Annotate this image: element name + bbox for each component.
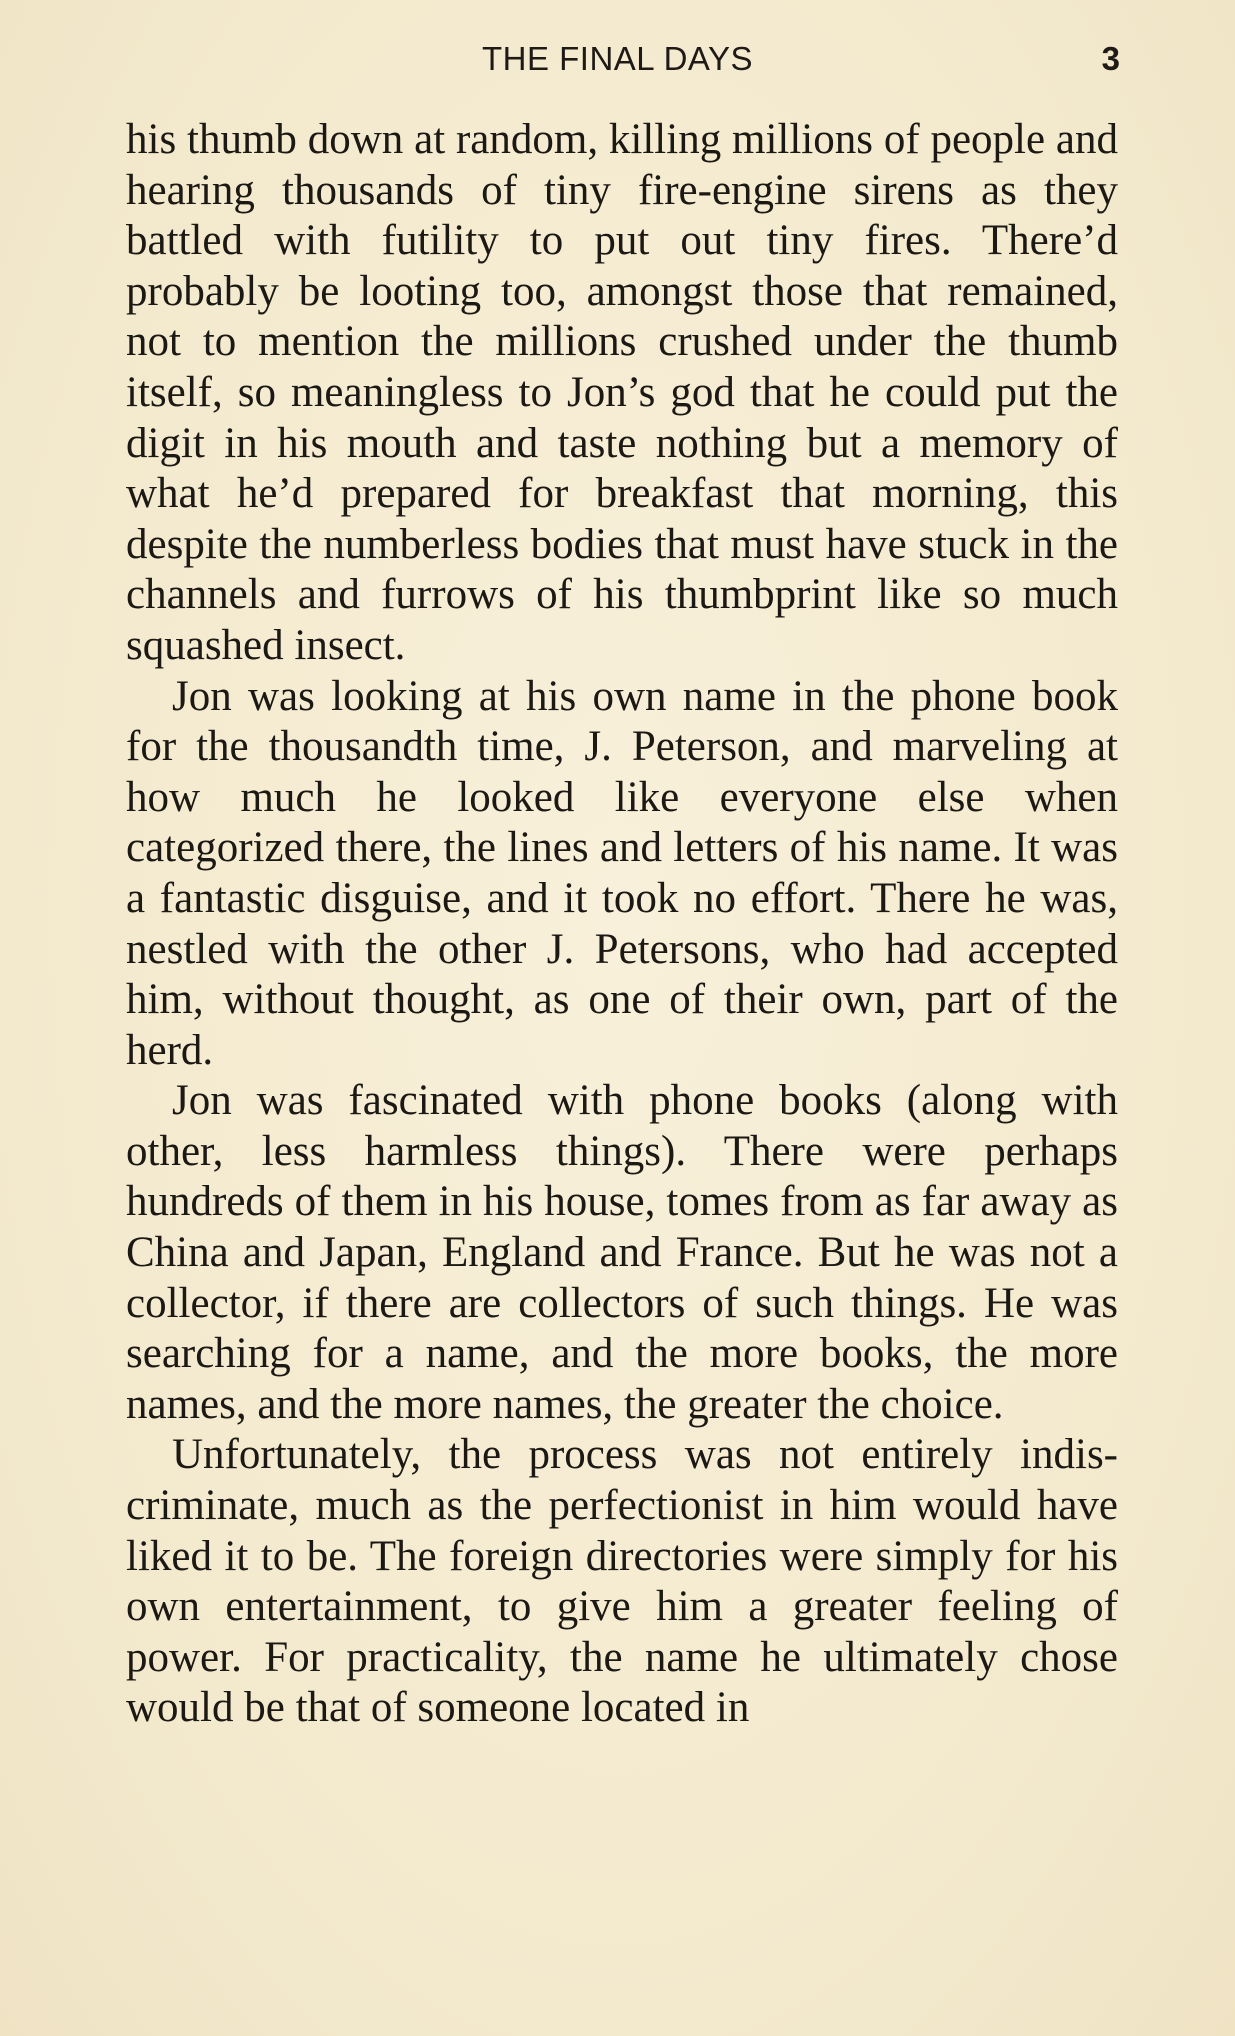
chapter-title: THE FINAL DAYS: [481, 40, 754, 77]
paragraph-2: Jon was looking at his own name in the phone book for the thousandth time, J. Peterson, and marveling at how much he looked like everyone else when categorized there, the lines and letters of his name. It was a fantastic disguise, and it took no effort. There he was, nestled with the other J. Petersons, who had accepted him, without thought, as one of their own, part of the herd.: [126, 672, 1118, 1074]
page-number: 3: [1101, 40, 1120, 77]
paragraph-3: Jon was fascinated with phone books (along with other, less harmless things). There were perhaps hundreds of them in his house, tomes from as far away as China and Japan, England and France. But he was not a collector, if there are collectors of such things. He was searching for a name, and the more books, the more names, and the more names, the greater the choice.: [126, 1077, 1118, 1428]
running-head: [0, 40, 1235, 84]
body-text: [126, 115, 1118, 1734]
paragraph-4: Unfortunately, the process was not entirely indis-criminate, much as the perfectionist in him would have liked it to be. The foreign directories were simply for his own entertainment, to give him a greater feeling of power. For practicality, the name he ultimately chose would be that of someone located in: [126, 1431, 1118, 1732]
paragraph-1: his thumb down at random, killing millions of people and hearing thousands of tiny fire-engine sirens as they battled with futility to put out tiny fires. There’d probably be looting too, amongst those that remained, not to mention the millions crushed under the thumb itself, so meaningless to Jon’s god that he could put the digit in his mouth and taste nothing but a memory of what he’d prepared for breakfast that morning, this despite the numberless bodies that must have stuck in the channels and furrows of his thumbprint like so much squashed insect.: [126, 116, 1118, 669]
